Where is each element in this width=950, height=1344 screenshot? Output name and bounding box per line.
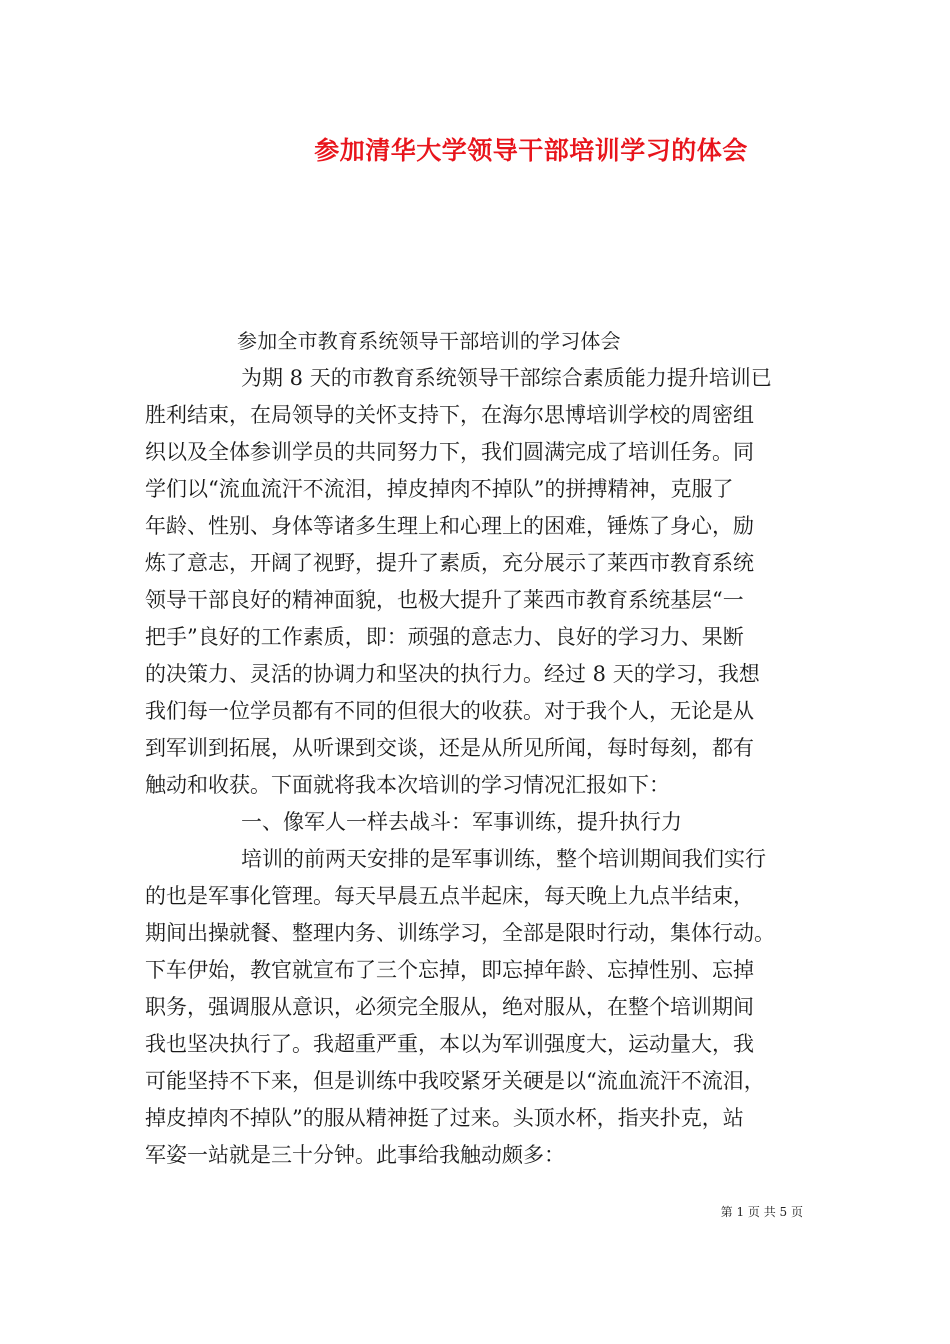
body-line: 学们以“流血流汗不流泪，掉皮掉肉不掉队”的拼搏精神，克服了 <box>145 477 734 501</box>
body-line: 为期 8 天的市教育系统领导干部综合素质能力提升培训已 <box>241 366 772 390</box>
body-line: 下车伊始，教官就宣布了三个忘掉，即忘掉年龄、忘掉性别、忘掉 <box>145 958 754 982</box>
body-line: 年龄、性别、身体等诸多生理上和心理上的困难，锤炼了身心，励 <box>145 514 754 538</box>
body-line: 职务，强调服从意识，必须完全服从，绝对服从，在整个培训期间 <box>145 995 754 1019</box>
body-line: 炼了意志，开阔了视野，提升了素质，充分展示了莱西市教育系统 <box>145 551 754 575</box>
page-footer: 第 1 页 共 5 页 <box>720 1205 803 1219</box>
body-line: 把手”良好的工作素质，即：顽强的意志力、良好的学习力、果断 <box>145 625 744 649</box>
body-line: 军姿一站就是三十分钟。此事给我触动颇多： <box>145 1143 565 1167</box>
body-line: 一、像军人一样去战斗：军事训练，提升执行力 <box>241 810 682 834</box>
body-line: 到军训到拓展，从听课到交谈，还是从所见所闻，每时每刻，都有 <box>145 736 754 760</box>
body-line: 我也坚决执行了。我超重严重，本以为军训强度大，运动量大，我 <box>145 1032 754 1056</box>
body-line: 我们每一位学员都有不同的但很大的收获。对于我个人，无论是从 <box>145 699 754 723</box>
document-subtitle: 参加全市教育系统领导干部培训的学习体会 <box>237 329 621 353</box>
document-title: 参加清华大学领导干部培训学习的体会 <box>314 136 748 165</box>
body-line: 的决策力、灵活的协调力和坚决的执行力。经过 8 天的学习，我想 <box>145 662 760 686</box>
body-line: 领导干部良好的精神面貌，也极大提升了莱西市教育系统基层“一 <box>145 588 744 612</box>
body-line: 的也是军事化管理。每天早晨五点半起床，每天晚上九点半结束， <box>145 884 754 908</box>
body-line: 可能坚持不下来，但是训练中我咬紧牙关硬是以“流血流汗不流泪， <box>145 1069 765 1093</box>
body-line: 织以及全体参训学员的共同努力下，我们圆满完成了培训任务。同 <box>145 440 754 464</box>
body-line: 期间出操就餐、整理内务、训练学习，全部是限时行动，集体行动。 <box>145 921 775 945</box>
body-line: 胜利结束，在局领导的关怀支持下，在海尔思博培训学校的周密组 <box>145 403 754 427</box>
body-line: 培训的前两天安排的是军事训练，整个培训期间我们实行 <box>241 847 766 871</box>
body-line: 触动和收获。下面就将我本次培训的学习情况汇报如下： <box>145 773 670 797</box>
body-line: 掉皮掉肉不掉队”的服从精神挺了过来。头顶水杯，指夹扑克，站 <box>145 1106 744 1130</box>
body-text <box>145 360 835 1174</box>
